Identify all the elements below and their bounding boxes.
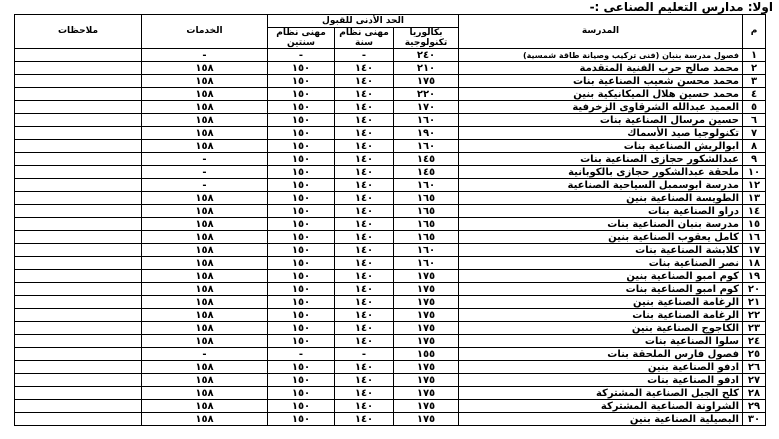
header-notes: ملاحظات (15, 15, 142, 49)
prof-two-year-cell: ١٥٠ (268, 231, 335, 244)
school-name-cell: الطويسة الصناعية بنين (459, 192, 743, 205)
prof-one-year-cell: ١٤٠ (335, 374, 394, 387)
bac-tech-cell: ١٧٥ (394, 335, 459, 348)
table-row (15, 400, 766, 413)
school-name-cell: العميد عبدالله الشرقاوى الزخرفية (459, 101, 743, 114)
table-row (15, 192, 766, 205)
prof-one-year-cell: ١٤٠ (335, 270, 394, 283)
bac-tech-cell: ١٧٥ (394, 75, 459, 88)
bac-tech-cell: ١٧٥ (394, 322, 459, 335)
prof-two-year-cell: ١٥٠ (268, 205, 335, 218)
prof-two-year-cell: ١٥٠ (268, 361, 335, 374)
bac-tech-cell: ٢١٠ (394, 62, 459, 75)
school-name-cell: ادفو الصناعية بنين (459, 361, 743, 374)
school-name-cell: محمد محسن شعيب الصناعية بنات (459, 75, 743, 88)
school-name-cell: دراو الصناعية بنات (459, 205, 743, 218)
serial-cell: ١٨ (743, 257, 766, 270)
table-row (15, 283, 766, 296)
prof-two-year-cell: ١٥٠ (268, 114, 335, 127)
school-name-cell: الرغامة الصناعية بنات (459, 309, 743, 322)
services-cell: - (142, 166, 268, 179)
school-name-cell: عبدالشكور حجازى الصناعية بنات (459, 153, 743, 166)
prof-two-year-cell: ١٥٠ (268, 218, 335, 231)
bac-tech-cell: ١٩٠ (394, 127, 459, 140)
services-cell: ١٥٨ (142, 270, 268, 283)
notes-cell (15, 413, 142, 426)
serial-cell: ٢٤ (743, 335, 766, 348)
bac-tech-cell: ١٦٠ (394, 257, 459, 270)
bac-tech-cell: ١٦٠ (394, 114, 459, 127)
prof-one-year-cell: ١٤٠ (335, 140, 394, 153)
serial-cell: ١٦ (743, 231, 766, 244)
school-name-cell: الكاجوج الصناعية بنين (459, 322, 743, 335)
bac-tech-cell: ١٥٥ (394, 348, 459, 361)
bac-tech-cell: ١٧٥ (394, 361, 459, 374)
notes-cell (15, 296, 142, 309)
prof-two-year-cell: ١٥٠ (268, 374, 335, 387)
prof-two-year-cell: ١٥٠ (268, 335, 335, 348)
prof-one-year-cell: ١٤٠ (335, 322, 394, 335)
prof-one-year-cell: ١٤٠ (335, 400, 394, 413)
header-min-admission: الحد الأدنى للقبول (268, 15, 459, 28)
table-row (15, 101, 766, 114)
school-name-cell: كلح الجبل الصناعية المشتركة (459, 387, 743, 400)
serial-cell: ٢٥ (743, 348, 766, 361)
prof-one-year-cell: ١٤٠ (335, 192, 394, 205)
notes-cell (15, 400, 142, 413)
prof-one-year-cell: ١٤٠ (335, 88, 394, 101)
services-cell: ١٥٨ (142, 218, 268, 231)
notes-cell (15, 127, 142, 140)
table-row (15, 322, 766, 335)
prof-two-year-cell: ١٥٠ (268, 75, 335, 88)
notes-cell (15, 374, 142, 387)
school-name-cell: تكنولوجيا صيد الأسماك (459, 127, 743, 140)
bac-tech-cell: ١٧٥ (394, 413, 459, 426)
bac-tech-cell: ١٦٠ (394, 179, 459, 192)
services-cell: ١٥٨ (142, 205, 268, 218)
bac-tech-cell: ١٧٥ (394, 309, 459, 322)
services-cell: ١٥٨ (142, 88, 268, 101)
school-name-cell: محمد حسين هلال الميكانيكية بنين (459, 88, 743, 101)
serial-cell: ٢٩ (743, 400, 766, 413)
notes-cell (15, 231, 142, 244)
table-row (15, 205, 766, 218)
serial-cell: ١٣ (743, 192, 766, 205)
school-name-cell: محمد صالح حرب الفنية المتقدمة (459, 62, 743, 75)
bac-tech-cell: ٢٤٠ (394, 49, 459, 62)
prof-two-year-cell: ١٥٠ (268, 400, 335, 413)
table-row (15, 348, 766, 361)
prof-one-year-cell: ١٤٠ (335, 127, 394, 140)
bac-tech-cell: ١٦٠ (394, 140, 459, 153)
services-cell: ١٥٨ (142, 335, 268, 348)
school-name-cell: كامل يعقوب الصناعية بنين (459, 231, 743, 244)
notes-cell (15, 361, 142, 374)
header-bac-tech: بكالوريا تكنولوجية (394, 28, 459, 49)
prof-two-year-cell: ١٥٠ (268, 296, 335, 309)
serial-cell: ٢٠ (743, 283, 766, 296)
serial-cell: ١٩ (743, 270, 766, 283)
serial-cell: ٢ (743, 62, 766, 75)
prof-one-year-cell: ١٤٠ (335, 296, 394, 309)
prof-two-year-cell: ١٥٠ (268, 244, 335, 257)
prof-one-year-cell: ١٤٠ (335, 114, 394, 127)
prof-two-year-cell: ١٥٠ (268, 413, 335, 426)
school-name-cell: ادفو الصناعية بنات (459, 374, 743, 387)
prof-two-year-cell: ١٥٠ (268, 127, 335, 140)
school-name-cell: سلوا الصناعية بنات (459, 335, 743, 348)
school-name-cell: حسين مرسال الصناعية بنات (459, 114, 743, 127)
services-cell: ١٥٨ (142, 309, 268, 322)
notes-cell (15, 192, 142, 205)
admissions-table (14, 14, 766, 426)
table-row (15, 166, 766, 179)
table-row (15, 244, 766, 257)
notes-cell (15, 62, 142, 75)
notes-cell (15, 218, 142, 231)
prof-two-year-cell: ١٥٠ (268, 166, 335, 179)
services-cell: ١٥٨ (142, 361, 268, 374)
serial-cell: ٢٣ (743, 322, 766, 335)
prof-two-year-cell: ١٥٠ (268, 62, 335, 75)
serial-cell: ١٠ (743, 166, 766, 179)
bac-tech-cell: ١٦٥ (394, 231, 459, 244)
prof-one-year-cell: ١٤٠ (335, 205, 394, 218)
notes-cell (15, 153, 142, 166)
prof-one-year-cell: ١٤٠ (335, 257, 394, 270)
services-cell: ١٥٨ (142, 114, 268, 127)
bac-tech-cell: ١٧٥ (394, 296, 459, 309)
prof-two-year-cell: ١٥٠ (268, 192, 335, 205)
bac-tech-cell: ١٦٠ (394, 244, 459, 257)
school-name-cell: كوم امبو الصناعية بنات (459, 283, 743, 296)
table-row (15, 75, 766, 88)
table-row (15, 374, 766, 387)
notes-cell (15, 309, 142, 322)
prof-one-year-cell: ١٤٠ (335, 101, 394, 114)
services-cell: ١٥٨ (142, 257, 268, 270)
notes-cell (15, 140, 142, 153)
prof-two-year-cell: - (268, 49, 335, 62)
bac-tech-cell: ١٦٥ (394, 218, 459, 231)
serial-cell: ٩ (743, 153, 766, 166)
services-cell: ١٥٨ (142, 413, 268, 426)
school-name-cell: ابوالريش الصناعية بنات (459, 140, 743, 153)
bac-tech-cell: ١٧٥ (394, 270, 459, 283)
services-cell: ١٥٨ (142, 296, 268, 309)
school-name-cell: ملحقة عبدالشكور حجازى بالكوبانية (459, 166, 743, 179)
services-cell: - (142, 179, 268, 192)
school-name-cell: الرغامة الصناعية بنين (459, 296, 743, 309)
prof-two-year-cell: ١٥٠ (268, 283, 335, 296)
serial-cell: ٢٢ (743, 309, 766, 322)
bac-tech-cell: ١٧٥ (394, 387, 459, 400)
serial-cell: ٨ (743, 140, 766, 153)
serial-cell: ٤ (743, 88, 766, 101)
prof-one-year-cell: ١٤٠ (335, 62, 394, 75)
notes-cell (15, 335, 142, 348)
prof-one-year-cell: ١٤٠ (335, 387, 394, 400)
prof-one-year-cell: - (335, 49, 394, 62)
serial-cell: ٢٦ (743, 361, 766, 374)
services-cell: ١٥٨ (142, 192, 268, 205)
table-row (15, 153, 766, 166)
services-cell: ١٥٨ (142, 387, 268, 400)
services-cell: ١٥٨ (142, 127, 268, 140)
school-name-cell: كلابشة الصناعية بنات (459, 244, 743, 257)
serial-cell: ١٢ (743, 179, 766, 192)
services-cell: - (142, 153, 268, 166)
prof-one-year-cell: ١٤٠ (335, 218, 394, 231)
notes-cell (15, 179, 142, 192)
notes-cell (15, 244, 142, 257)
notes-cell (15, 114, 142, 127)
prof-one-year-cell: ١٤٠ (335, 179, 394, 192)
notes-cell (15, 75, 142, 88)
notes-cell (15, 49, 142, 62)
prof-two-year-cell: ١٥٠ (268, 322, 335, 335)
notes-cell (15, 257, 142, 270)
services-cell: ١٥٨ (142, 231, 268, 244)
prof-one-year-cell: ١٤٠ (335, 335, 394, 348)
services-cell: ١٥٨ (142, 400, 268, 413)
school-name-cell: فصول فارس الملحقة بنات (459, 348, 743, 361)
serial-cell: ٣ (743, 75, 766, 88)
serial-cell: ٢١ (743, 296, 766, 309)
bac-tech-cell: ١٧٥ (394, 374, 459, 387)
table-body (15, 49, 766, 426)
services-cell: ١٥٨ (142, 140, 268, 153)
school-name-cell: مدرسة بنبان الصناعية بنات (459, 218, 743, 231)
serial-cell: ٣٠ (743, 413, 766, 426)
prof-one-year-cell: ١٤٠ (335, 283, 394, 296)
table-row (15, 387, 766, 400)
school-name-cell: فصول مدرسة بنبان (فنى تركيب وصيانة طاقة شمسية) (459, 49, 743, 62)
prof-one-year-cell: ١٤٠ (335, 309, 394, 322)
school-name-cell: البصيلية الصناعية بنين (459, 413, 743, 426)
table-row (15, 88, 766, 101)
services-cell: ١٥٨ (142, 62, 268, 75)
bac-tech-cell: ١٦٥ (394, 192, 459, 205)
prof-two-year-cell: ١٥٠ (268, 270, 335, 283)
services-cell: ١٥٨ (142, 283, 268, 296)
table-row (15, 140, 766, 153)
services-cell: - (142, 49, 268, 62)
table-row (15, 114, 766, 127)
serial-cell: ١٥ (743, 218, 766, 231)
notes-cell (15, 205, 142, 218)
notes-cell (15, 88, 142, 101)
table-row (15, 270, 766, 283)
table-row (15, 296, 766, 309)
notes-cell (15, 387, 142, 400)
header-prof-one-year: مهنى نظام سنة (335, 28, 394, 49)
header-prof-two-year: مهنى نظام سنتين (268, 28, 335, 49)
services-cell: ١٥٨ (142, 75, 268, 88)
prof-two-year-cell: ١٥٠ (268, 257, 335, 270)
prof-two-year-cell: - (268, 348, 335, 361)
prof-two-year-cell: ١٥٠ (268, 153, 335, 166)
table-row (15, 62, 766, 75)
school-name-cell: الشراونة الصناعية المشتركة (459, 400, 743, 413)
table-row (15, 218, 766, 231)
services-cell: - (142, 348, 268, 361)
table-row (15, 179, 766, 192)
prof-one-year-cell: ١٤٠ (335, 413, 394, 426)
prof-one-year-cell: ١٤٠ (335, 75, 394, 88)
prof-two-year-cell: ١٥٠ (268, 309, 335, 322)
bac-tech-cell: ١٦٥ (394, 205, 459, 218)
bac-tech-cell: ١٧٥ (394, 400, 459, 413)
serial-cell: ١ (743, 49, 766, 62)
header-services: الخدمات (142, 15, 268, 49)
school-name-cell: نصر الصناعية بنات (459, 257, 743, 270)
notes-cell (15, 166, 142, 179)
notes-cell (15, 283, 142, 296)
prof-two-year-cell: ١٥٠ (268, 179, 335, 192)
services-cell: ١٥٨ (142, 322, 268, 335)
notes-cell (15, 322, 142, 335)
notes-cell (15, 270, 142, 283)
table-row (15, 231, 766, 244)
bac-tech-cell: ١٧٠ (394, 101, 459, 114)
table-row (15, 49, 766, 62)
prof-two-year-cell: ١٥٠ (268, 101, 335, 114)
prof-two-year-cell: ١٥٠ (268, 140, 335, 153)
table-row (15, 127, 766, 140)
table-row (15, 257, 766, 270)
serial-cell: ٦ (743, 114, 766, 127)
prof-one-year-cell: - (335, 348, 394, 361)
table-row (15, 361, 766, 374)
prof-one-year-cell: ١٤٠ (335, 231, 394, 244)
prof-one-year-cell: ١٤٠ (335, 153, 394, 166)
prof-two-year-cell: ١٥٠ (268, 387, 335, 400)
prof-one-year-cell: ١٤٠ (335, 361, 394, 374)
prof-one-year-cell: ١٤٠ (335, 244, 394, 257)
serial-cell: ٢٧ (743, 374, 766, 387)
table-row (15, 309, 766, 322)
bac-tech-cell: ٢٢٠ (394, 88, 459, 101)
notes-cell (15, 101, 142, 114)
services-cell: ١٥٨ (142, 374, 268, 387)
page-title: اولا: مدارس التعليم الصناعى :- (589, 0, 773, 14)
header-serial: م (743, 15, 766, 49)
school-name-cell: مدرسة ابوسمبل السياحية الصناعية (459, 179, 743, 192)
serial-cell: ٥ (743, 101, 766, 114)
bac-tech-cell: ١٤٥ (394, 153, 459, 166)
bac-tech-cell: ١٧٥ (394, 283, 459, 296)
header-school: المدرسة (459, 15, 743, 49)
serial-cell: ١٤ (743, 205, 766, 218)
table-row (15, 335, 766, 348)
services-cell: ١٥٨ (142, 101, 268, 114)
services-cell: ١٥٨ (142, 244, 268, 257)
table-row (15, 413, 766, 426)
prof-two-year-cell: ١٥٠ (268, 88, 335, 101)
serial-cell: ١٧ (743, 244, 766, 257)
bac-tech-cell: ١٤٥ (394, 166, 459, 179)
serial-cell: ٧ (743, 127, 766, 140)
school-name-cell: كوم امبو الصناعية بنين (459, 270, 743, 283)
prof-one-year-cell: ١٤٠ (335, 166, 394, 179)
notes-cell (15, 348, 142, 361)
serial-cell: ٢٨ (743, 387, 766, 400)
